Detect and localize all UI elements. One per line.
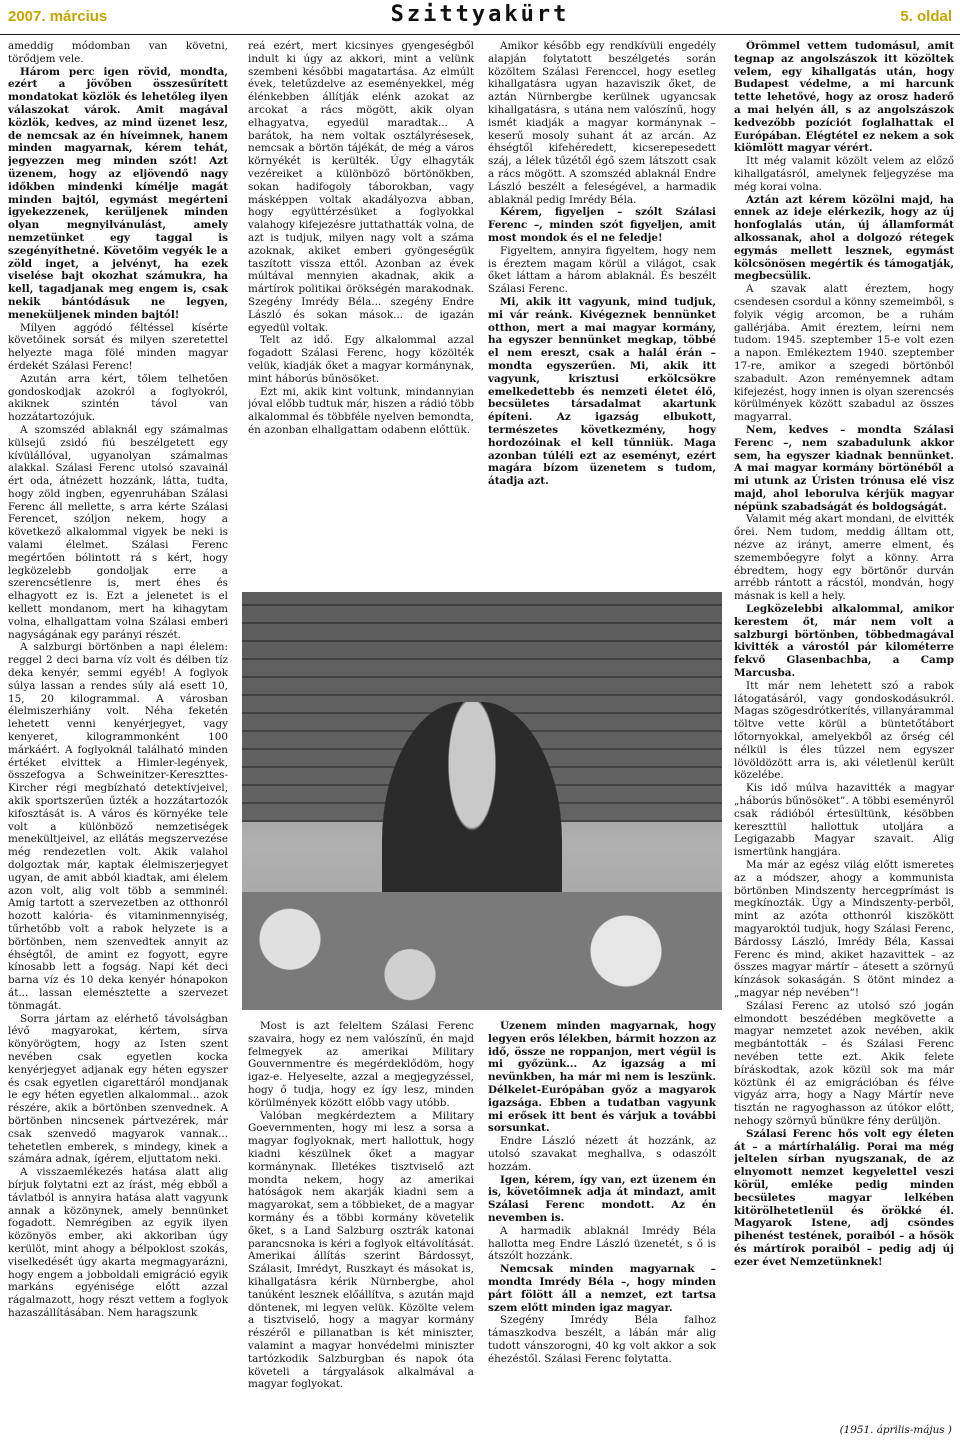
paragraph: Kis idő múlva hazavitték a magyar „háborús bűnösöket”. A többi eseményről csak rádióból értesültünk, késöbben kereszttül hallottuk utoljára a Legigazabb Magyar szavait. Alig ismertünk hangjára.	[734, 782, 954, 859]
article-column-3-lower	[488, 1020, 716, 1435]
article-column-2	[248, 40, 474, 580]
paragraph: Legközelebbi alkalommal, amikor kerestem őt, már nem volt a salzburgi börtönben, többedmagával kivitték a várostól pár kilométerre fekvő Glasenbachba, a Camp Marcusba.	[734, 603, 954, 680]
paragraph: Milyen aggódó féltéssel kísérte követőinek sorsát és milyen szeretettel helyezte maga fölé minden magyar érdekét Szálasi Ferenc!	[8, 321, 228, 372]
paragraph: Itt még valamit közölt velem az előző kihallgatásról, amelynek feljegyzése ma még korai volna.	[734, 155, 954, 193]
paragraph: A harmadik ablaknál Imrédy Béla hallotta meg Endre László üzenetét, s ő is átszólt hozzánk.	[488, 1224, 716, 1263]
page-number: 5. oldal	[900, 8, 952, 25]
paragraph: A szavak alatt éreztem, hogy csendesen csordul a könny szemeimből, s folyik végig arcomon, be a ruhám gallérjába. Amit éreztem, leírni nem tudom. 1945. szeptember 15-e volt ezen a napon. Emlékeztem 1940. szeptember 17-re, amikor a szegedi börtönből szabadult. Azon reményemnek adtam kifejezést, hogy innen is olyan szerencsés körülmények között szabadul az összes magyarral.	[734, 283, 954, 424]
paragraph: Endre László nézett át hozzánk, az utolsó szavakat meghallva, s odaszólt hozzám.	[488, 1135, 716, 1173]
article-column-1	[8, 40, 228, 1435]
paragraph: Ezt mi, akik kint voltunk, mindannyian jóval előbb tudtuk már, hiszen a rádió több alkalommal és többféle nyelven bemondta, én azonban elhallgattam odabenn előttük.	[248, 385, 474, 436]
paragraph: Azután arra kért, tőlem telhetően gondoskodjak azokról a foglyokról, akiknek szintén távol van hozzátartozójuk.	[8, 372, 228, 424]
paragraph: Örömmel vettem tudomásul, amit tegnap az angolszászok itt közöltek velem, egy kihallgatás után, hogy Budapest védelme, a mi harcunk tette lehetővé, hogy az orosz haderő a mai helyén áll, s az angolszászok kedvezőbb pozíciót foglalhattak el Európában. Elégtétel ez nekem a sok kiömlött magyar vérért.	[734, 40, 954, 155]
paragraph: A salzburgi börtönben a napi élelem: reggel 2 deci barna víz volt és délben tíz deka kenyér, semmi egyéb! A foglyok súlya lassan a rendes súly alá esett 10, 15, 20 kilogrammal. A városban élelmiszerhiány volt. Néha feketén lehetett venni kenyérjegyet, vagy kenyeret, kilogrammonként 100 márkáért. A foglyoknál található minden értéket elvittek a Himler-legények, összefogva a Schweinitzer-Kereszttes-Kircher régi megbízható detektívjeivel, akik sportszerűen űzték a hozzátartozók kifosztását is. A város és környéke tele volt a különböző nemzetiségek menekültjeivel, az ellátás megszervezése még rendezetlen volt. Akik valahol dolgoztak már, kaptak élelmiszerjegyet ugyan, de amit abból kiadtak, ami élelem azon volt, alig volt több a semminél. Amíg tartott a szervezetben az otthonról hozott kalória- és vitaminmennyiség, tűrhetőbb volt a rabok helyzete is a börtönben, nem szenvedtek annyit az éhségtől, de amint ez fogyott, egyre kínosabb lett a fogság. Napi két deci barna víz és 10 deka kenyér hónapokon át... lassan elemésztette a szervezet tönmagát.	[8, 641, 228, 1012]
paragraph: Üzenem minden magyarnak, hogy legyen erős lélekben, bármit hozzon az idő, össze ne roppanjon, mert végül is mi győzünk... Az igazság a mi nevünkben, ha már mi nem is leszünk. Délkelet-Európában győz a magyarok igazsága. Ebben a tudatban vagyunk mi erősek itt bent és várjuk a további sorsunkat.	[488, 1020, 716, 1135]
paragraph: Szegény Imrédy Béla falhoz támaszkodva beszélt, a lábán már alig tudott vánszorogni, 40 kg volt akkor a sok éhezéstől. Szálasi Ferenc folytatta.	[488, 1314, 716, 1365]
paragraph: Valóban megkérdeztem a Military Goevernmenten, hogy mi lesz a sorsa a magyar foglyoknak, mert hallottuk, hogy kiadni készülnek őket a magyar kormánynak. Illetékes tisztviselő azt mondta nekem, hogy az amerikai hatóságok nem akarják kiadni sem a magyarokat, sem a többieket, de a magyar kormány és a többi kormány követelik őket, s a Land Salzburg osztrák katonai parancsnoka is kéri a foglyok eltávolítását. Amerikai állítás szerint Bárdossyt, Szálasit, Imrédyt, Ruszkayt és másokat is, kihallgatásra kérik Nürnbergbe, ahol tanúként lesznek előállítva, s azután majd döntenek, mi legyen velük. Közölte velem a tisztviselő, hogy a magyar kormány részéről e pillanatban is két miniszter, valamint a magyar honvédelmi miniszter tartózkodik Salzburgban és napok óta követeli a tárgyalások alkalmával a magyar foglyokat.	[248, 1109, 474, 1391]
paragraph: A visszaemlékezés hatása alatt alig bírjuk folytatni ezt az írást, még ebből a távlatból is annyira hatása alatt vagyunk annak a közönynek, amely bennünket fogadott. Nemrégiben az egyik ilyen közönyös ember, aki akkoriban úgy kerülöt, mint ahogy a bélpoklost szokás, viselkedését úgy akarta megmagyarázni, hogy engem a jobboldali emigráció egyik markáns egyénisége előtt azzal rágalmazott, hogy részt vettem a foglyok hazaszállításában. Nem haragszunk	[8, 1166, 228, 1319]
issue-date: 2007. március	[8, 8, 108, 25]
paragraph: Most is azt feleltem Szálasi Ferenc szavaira, hogy ez nem valószínű, én majd felmegyek az amerikai Military Gouvernmentre és megérdeklődöm, hogy igaz-e. Helyeselte, azzal a megjegyzéssel, hogy ő tudja, hogy ez így lesz, minden körülmények között előbb vagy utóbb.	[248, 1020, 474, 1109]
page-header	[0, 0, 960, 35]
paragraph: Igen, kérem, így van, ezt üzenem én is, követőimnek adja át mindazt, amit Szálasi Ferenc mondott. Az én nevemben is.	[488, 1173, 716, 1224]
newspaper-title: Szittyakürt	[390, 2, 570, 27]
article-column-3	[488, 40, 716, 580]
paragraph: reá ezért, mert kicsinyes gyengeségből indult ki úgy az akkori, mint a velünk szembeni későbbi magatartása. Az elmúlt évek, teletűzdelve az eseményekkel, még élénkebben állítják elénk azokat az arcokat a rács mögött, akik olyan elhagyatva, egyedül maradtak... A barátok, ha nem voltak osztályrésesek, nemcsak a börtön tájékát, de még a város környékét is kerülték. Úgy elhagyták vezéreiket a különböző börtönökben, sokan hadifogoly táborokban, vagy másképpen voltak akadályozva abban, hogy együttérzésüket a foglyokkal valahogy kifejezésre juttathatták volna, de azt is tudjuk, milyen nagy volt a száma azoknak, akiket emberi gyöngeségük taszított vissza ettől. Azonban az évek múltával mennyien akadnak, akik a mártírok politikai örökségén marakodnak. Szegény Imrédy Béla... szegény Endre László és sokan mások... de igazán egyedül voltak.	[248, 40, 474, 334]
paragraph: Figyeltem, annyira figyeltem, hogy nem is éreztem magam körül a világot, csak őket láttam a három ablaknál. És beszélt Szálasi Ferenc.	[488, 244, 716, 296]
photo-crowd	[242, 892, 722, 1010]
paragraph: Kérem, figyeljen – szólt Szálasi Ferenc –, minden szót figyeljen, amit most mondok és el ne feledje!	[488, 206, 716, 244]
paragraph: Mi, akik itt vagyunk, mind tudjuk, mi vár reánk. Kivégeznek bennünket otthon, mert a mai magyar kormány, ha egyszer bennünket megkap, többé el nem ereszt, csak a halál érán – mondta egyszerűen. Mi, akik itt vagyunk, krisztusi erkölcsökre emelkedettebb és nemzeti életet élő, becsületes társadalmat akartunk építeni. Az igazság elbukott, természetes következmény, hogy hordozóinak el kell tűnniük. Maga azonban túléli ezt az eseményt, ezért magára bízom üzenetem s tudom, átadja azt.	[488, 295, 716, 488]
paragraph: Amikor később egy rendkívüli engedély alapján folytatott beszélgetés során közöltem Szálasi Ferenccel, hogy esetleg kihallgatásra ugyan hazaviszik őket, de aztán Nürnbergbe kerülnek ugyancsak kihallgatásra, s utána nem valószínű, hogy ismét kiadják a magyar kormánynak – keserű mosoly suhant át az arcán. Az éhségtől kifehéredett, kicserepesedett száj, a lélek tűzétől égő szem látszott csak a rács mögött. A szomszéd ablaknál Endre László beszélt a feleségével, a harmadik ablaknál pedig Imrédy Béla.	[488, 40, 716, 206]
article-column-4	[734, 40, 954, 1435]
paragraph: Telt az idő. Egy alkalommal azzal fogadott Szálasi Ferenc, hogy közölték velük, kiadják őket a magyar kormánynak, mint háborús bűnösöket.	[248, 334, 474, 385]
paragraph: Szálasi Ferenc hős volt egy életen át – a mártírhalálig. Porai ma még jeltelen sírban nyugszanak, de az elnyomott nemzet kegyelettel veszi körül, emléke pedig minden becsületes magyar lelkében kitörölhetetlenül és örökké él. Magyarok Istene, adj csöndes pihenést testének, poraiból – a hősök és mártírok poraiból – pedig adj új ezer évet Nemzetünknek!	[734, 1127, 954, 1268]
paragraph: Nem, kedves – mondta Szálasi Ferenc –, nem szabadulunk akkor sem, ha egyszer kiadnak bennünket. A mai magyar kormány börtönéből a mi utunk az Úristen trónusa elé visz majd, ahol leborulva kérjük magyar népünk szabadságát és boldogságát.	[734, 423, 954, 513]
paragraph: Nemcsak minden magyarnak – mondta Imrédy Béla –, hogy minden párt fölött áll a nemzet, ezt tartsa szem előtt minden igaz magyar.	[488, 1263, 716, 1314]
article-date-note: (1951. április-május )	[839, 1424, 952, 1436]
paragraph: Valamit még akart mondani, de elvitték őrei. Nem tudom, meddig álltam ott, nézve az irányt, amerre elment, és szemembőegyre folyt a könny. Arra ébredtem, hogy egy börtönőr durván arrébb rántott a rácstól, mondván, hogy másnak is kell a hely.	[734, 513, 954, 603]
article-column-2-lower	[248, 1020, 474, 1435]
paragraph: Aztán azt kérem közölni majd, ha ennek az ideje elérkezik, hogy az új honfoglalás után, új államformát alkossanak, ahol a dolgozó rétegek egymás mellett lesznek, egymást kölcsönösen megértik és támogatják, megbecsülik.	[734, 193, 954, 283]
paragraph: Szálasi Ferenc az utolsó szó jogán elmondott beszédében megkövette a magyar nemzetet azok nevében, akik megbántották – és Szálasi Ferenc nevében tette ezt. Akik felete bíráskodtak, azok közül sok ma már köztünk él az emigrációban és félve vigyáz arra, hogy a Nagy Mártír neve tisztán ne ragyoghasson az útókor előtt, nehogy szörnyű bűnükre fény derüljön.	[734, 999, 954, 1127]
paragraph: Ma már az egész világ előtt ismeretes az a módszer, ahogy a kommunista börtönben Mindszenty hercegprímást is megkínozták. Úgy a Mindszenty-perből, mint az azóta otthonról kiszökött magyaroktól tudjuk, hogy Szálasi Ferenc, Bárdossy László, Imrédy Béla, Kassai Ferenc és mind, akiket hazavittek – az összes magyar mártír – átesett a szörnyű kínzások sokaságán. S ötönt mindez a „magyar nép nevében”!	[734, 859, 954, 999]
paragraph: A szomszéd ablaknál egy számalmas külsejű zsidó fiú beszélgetett egy kívülállóval, ugyanolyan számalmas alakkal. Szálasi Ferenc utolsó szavainál ért oda, átnézett hozzánk, látta, tudta, hogy zöld ingben, egyenruhában Szálasi Ferenc áll mellette, s arra kérte Szálasi Ferencet, szóljon nekem, hogy a következő alkalommal vigyek be neki is valami élelmet. Szálasi Ferenc megértően bólintott rá s kért, hogy legközelebb gondoljak erre a szerencsétlenre is, mert éhes és elhagyott ez is. Ezt a jelenetet is el kellett mondanom, mert ha kihagytam volna, elhallgattam volna Szálasi emberi nagyságának egy parányi részét.	[8, 423, 228, 641]
paragraph: Itt már nem lehetett szó a rabok látogatásáról, vagy gondoskodásukról. Magas szögesdrótkerítés, villanyárammal töltve vette körül a büntetőtábort lőtornyokkal, amelyekből az őrség cél nélkül is éles tűzzel nem egyszer lövöldözött arra is, aki véletlenül került közelébe.	[734, 679, 954, 782]
paragraph: ameddig módomban van követni, törődjem vele.	[8, 40, 228, 65]
paragraph: Sorra jártam az elérhető távolságban lévő magyarokat, kértem, sírva könyörögtem, hogy az Isten szent nevében csak egyetlen kocka kenyérjegyet adjanak egy héten egyszer és csak egyetlen cigarettáról mondjanak le egy héten egyetlen alkalommal... azok részére, akik a börtönben szenvednek. A börtönben nincsenek pártvezérek, már csak szenvedő magyarok vannak... tehetetlen emberek, s mindegy, kinek a számára adnak, ígérem, eljuttatom neki.	[8, 1012, 228, 1166]
paragraph: Három perc igen rövid, mondta, ezért a jövőben összesűrített mondatokat közlök és lehetőleg ilyen válaszokat várok. Amit magával közlök, kedves, az mind üzenet lesz, de nemcsak az én híveimnek, hanem minden magyarnak, kérem tehát, jegyezzen meg minden szót! Azt üzenem, hogy az eljövendő nagy időkben mindenki kímélje magát minden bajtól, egymást megérteni igyekezzenek, kerüljenek minden olyan megnyilvánulást, amely nemzetünket egy taggal is szegényíthetné. Követőim vegyék le a zöld inget, a jelvényt, ha ezek viselése bajt okozhat számukra, ha kell, tagadjanak meg engem is, csak nekik bántódásuk ne legyen, meneküljenek minden bajtól!	[8, 65, 228, 321]
photo-szalasi-crowd	[242, 592, 722, 1010]
